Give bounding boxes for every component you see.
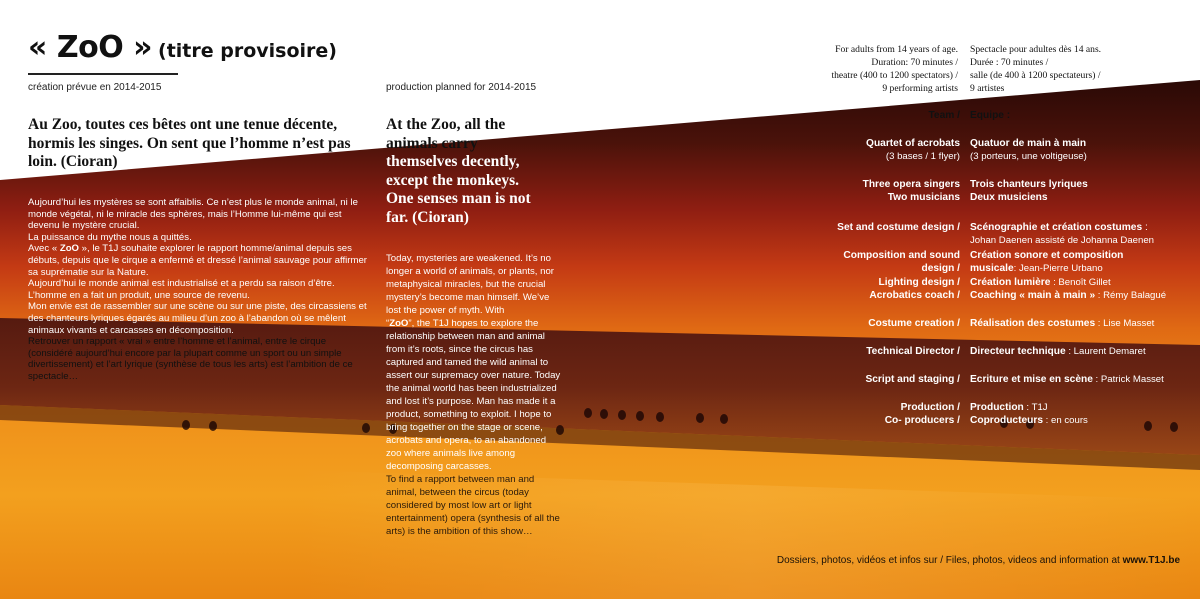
quote-fr: Au Zoo, toutes ces bêtes ont une tenue décente, hormis les singes. On sent que l’homme n’est pas loin. (Cioran)	[28, 116, 351, 170]
credit-en-label: Quartet of acrobats	[866, 138, 960, 149]
credit-fr-label: Production	[970, 402, 1024, 413]
page-title: « ZoO »	[28, 30, 153, 65]
credit-fr-value: : en cours	[1043, 414, 1088, 426]
paragraph: La puissance du mythe nous a quittés.	[28, 231, 192, 243]
credit-fr-label: Scénographie et création costumes	[970, 222, 1143, 233]
credit-fr-label: Quatuor de main à main	[970, 138, 1087, 149]
credit-en: Set and costume design /	[837, 222, 960, 233]
credit-fr-value: : Patrick Masset	[1092, 374, 1164, 385]
credit-fr-detail: (3 porteurs, une voltigeuse)	[970, 150, 1087, 162]
spec-line: Durée : 70 minutes /	[970, 57, 1049, 68]
credit-en: Technical Director /	[866, 346, 960, 357]
spec-line: 9 performing artists	[882, 83, 958, 94]
text-span: ”, the T1J hopes to explore the relationship between man and animal from it’s roots, since the circus has captured and tamed the wild animal to assert our supremacy over nature. Today the animal world has been industrialized and lost it’s purpose. Man has made it a product, something to exploit. I hope to bring together on the stage or scene, acrobats and opera, to an abandoned zoo where animals live among decomposing carcasses.	[386, 318, 561, 472]
credit-fr-label: Création sonore et composition	[970, 250, 1124, 261]
spec-line: For adults from 14 years of age.	[835, 44, 958, 55]
credit-fr-label: Coproducteurs	[970, 414, 1044, 426]
credit-en: Script and staging /	[865, 374, 960, 385]
paragraph: Aujourd’hui les mystères se sont affaiblis. Ce n’est plus le monde animal, ni le monde végétal, ni le miracle des sphères, mais l’Homme lui-même qui est devenu le mystère crucial.	[28, 197, 358, 232]
credit-en: Lighting design /	[878, 277, 960, 288]
footer-info	[730, 555, 1180, 566]
credit-en-label: Production /	[900, 402, 960, 413]
quote-en-line: animals carry	[386, 134, 478, 152]
credit-fr-value: : Benoît Gillet	[1050, 277, 1111, 288]
text-span: Avec «	[28, 243, 60, 255]
paragraph: Retrouver un rapport « vrai » entre l’homme et l’animal, entre le cirque (considéré aujourd’hui encore par la plupart comme un sport ou un simple divertissement) et l’art lyrique (synthèse de tous les arts) est l’ambition de ce spectacle…	[28, 336, 353, 382]
credit-en-label: Two musicians	[887, 191, 960, 203]
credit-fr	[970, 346, 1200, 359]
quote-en-line: One senses man is not	[386, 190, 531, 207]
paragraph: Aujourd’hui le monde animal est industrialisé et a perdu sa raison d’être.	[28, 278, 335, 290]
credit-en	[760, 179, 960, 204]
credit-en-label: Co- producers /	[884, 414, 960, 426]
show-name: ZoO	[59, 243, 80, 255]
spec-line: Spectacle pour adultes dès 14 ans.	[970, 44, 1102, 55]
credit-en	[760, 402, 960, 427]
date-en: production planned for 2014-2015	[386, 82, 537, 93]
text-span: », le T1J souhaite explorer le rapport homme/animal depuis ses débuts, depuis que le cirque a enfermé et dressé l’animal sauvage pour affirmer sa suprématie sur la Nature.	[28, 243, 367, 278]
credit-fr	[970, 402, 1200, 427]
credit-fr-label: Trois chanteurs lyriques	[970, 179, 1088, 190]
credit-fr	[970, 110, 1200, 123]
spec-line: Duration: 70 minutes /	[871, 57, 958, 68]
credit-en-label: design /	[921, 262, 960, 274]
credit-fr-label: Réalisation des costumes	[970, 318, 1096, 329]
credit-fr-value: Johan Daenen assisté de Johanna Daenen	[970, 234, 1155, 246]
quote-en-line: themselves decently,	[386, 153, 520, 170]
credit-fr	[970, 277, 1200, 290]
credit-fr-label: musicale	[970, 262, 1014, 274]
spec-fr	[970, 43, 1170, 95]
quote-en-line: far. (Cioran)	[386, 208, 469, 226]
credit-fr	[970, 374, 1200, 387]
paragraph: Today, mysteries are weakened. It’s no longer a world of animals, or plants, nor metaphysical miracles, but the crucial mystery’s become man himself. We’ve lost the power of myth. With	[386, 253, 554, 316]
spec-line: salle (de 400 à 1200 spectateurs) /	[970, 70, 1101, 81]
credit-fr-label: Equipe :	[970, 110, 1011, 121]
credit-fr	[970, 318, 1200, 331]
credit-fr-label: Ecriture et mise en scène	[970, 374, 1093, 385]
spec-line: 9 artistes	[970, 83, 1005, 94]
paragraph: To find a rapport between man and animal, between the circus (today considered by most low art or light entertainment) opera (synthesis of all the arts) is the ambition of this show…	[386, 474, 560, 537]
credit-en	[760, 250, 960, 275]
credit-en: Team /	[928, 110, 960, 121]
credit-en: Costume creation /	[868, 318, 960, 329]
website-link[interactable]: www.T1J.be	[1122, 555, 1180, 566]
credit-fr	[970, 290, 1200, 303]
show-name: ZoO	[389, 318, 409, 329]
text-span: “	[386, 318, 390, 329]
credit-en-label: Composition and sound	[843, 250, 960, 261]
paragraph: Mon envie est de rassembler sur une scène ou sur une piste, des circassiens et des chanteurs lyriques égarés au milieu d’un zoo à l’abandon où se mêlent animaux vivants et carcasses en décomposition.	[28, 301, 367, 336]
body-text-fr	[28, 197, 372, 383]
credit-fr-value: : T1J	[1023, 402, 1048, 413]
credit-fr	[970, 179, 1200, 204]
credit-fr	[970, 250, 1200, 275]
paragraph	[28, 243, 372, 278]
date-fr: création prévue en 2014-2015	[28, 82, 162, 93]
credit-fr	[970, 138, 1200, 163]
credit-en	[760, 138, 960, 163]
body-text-en	[386, 252, 562, 538]
credit-en: Acrobatics coach /	[869, 290, 960, 301]
credit-fr-value: : Laurent Demaret	[1065, 346, 1146, 357]
credit-en-label: Three opera singers	[862, 179, 960, 190]
credit-fr-label: Directeur technique	[970, 346, 1066, 357]
paragraph: L’homme en a fait un produit, une source de revenu.	[28, 289, 250, 301]
quote-en-line: At the Zoo, all the	[386, 116, 506, 133]
footer-text: Dossiers, photos, vidéos et infos sur / Files, photos, videos and information at	[776, 555, 1123, 566]
title-block	[28, 30, 337, 65]
page-subtitle: (titre provisoire)	[158, 40, 337, 62]
quote-en-line: except the monkeys.	[386, 171, 520, 189]
credit-fr-label: Deux musiciens	[970, 191, 1048, 203]
credit-fr-value: : Rémy Balagué	[1095, 290, 1167, 301]
quote-en	[386, 116, 571, 227]
title-underline	[28, 73, 178, 75]
credit-fr-label: Création lumière	[970, 277, 1051, 288]
spec-line: theatre (400 to 1200 spectators) /	[831, 70, 958, 81]
credit-fr-value: : Lise Masset	[1095, 318, 1155, 329]
credit-fr-sep: :	[1142, 222, 1148, 233]
credit-en-detail: (3 bases / 1 flyer)	[885, 150, 960, 162]
credit-fr	[970, 222, 1200, 247]
credit-fr-label: Coaching « main à main »	[970, 290, 1096, 301]
spec-en	[800, 43, 958, 95]
credit-fr-value: : Jean-Pierre Urbano	[1013, 262, 1103, 274]
paragraph	[386, 317, 562, 473]
